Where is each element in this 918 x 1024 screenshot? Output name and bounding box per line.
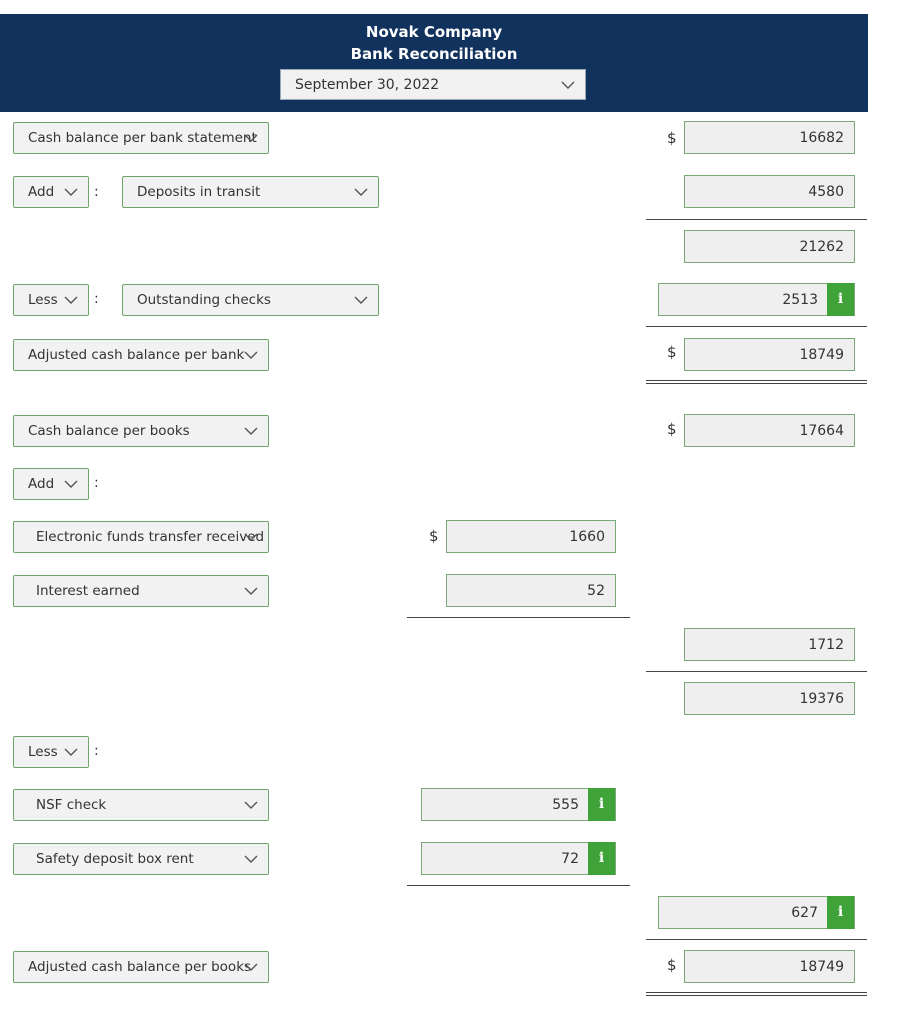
bank-subtotal-field[interactable] [684, 230, 855, 263]
chevron-down-icon [64, 477, 78, 491]
chevron-down-icon [244, 584, 258, 598]
books-less-label: Less [28, 744, 58, 760]
colon: : [94, 291, 99, 307]
bank-adjusted-label: Adjusted cash balance per bank [28, 347, 245, 363]
books-balance-value: 17664 [799, 423, 844, 439]
bank-adjusted-value: 18749 [799, 347, 844, 363]
chevron-down-icon [561, 78, 575, 92]
divider [646, 219, 867, 220]
bank-balance-field[interactable] [684, 121, 855, 154]
books-subtotal-field[interactable] [684, 682, 855, 715]
info-icon[interactable]: i [588, 788, 615, 821]
books-add-total-value: 1712 [808, 637, 844, 653]
books-add-total-field[interactable] [684, 628, 855, 661]
nsf-label: NSF check [36, 797, 107, 813]
interest-value: 52 [587, 583, 605, 599]
books-balance-field[interactable] [684, 414, 855, 447]
currency-symbol: $ [667, 956, 677, 974]
nsf-dropdown[interactable] [13, 789, 269, 821]
books-adjusted-label: Adjusted cash balance per books [28, 959, 252, 975]
chevron-down-icon [64, 745, 78, 759]
outstanding-dropdown[interactable] [122, 284, 379, 316]
divider [407, 885, 630, 886]
eft-label: Electronic funds transfer received [36, 529, 265, 545]
eft-field[interactable] [446, 520, 616, 553]
colon: : [94, 184, 99, 200]
report-header [0, 14, 868, 112]
bank-less-dropdown[interactable] [13, 284, 89, 316]
deposits-label: Deposits in transit [137, 184, 261, 200]
books-subtotal-value: 19376 [799, 691, 844, 707]
info-icon[interactable]: i [827, 896, 854, 929]
outstanding-value: 2513 [782, 292, 818, 308]
bank-balance-label: Cash balance per bank statement [28, 130, 257, 146]
report-title: Bank Reconciliation [350, 45, 518, 63]
date-dropdown[interactable] [280, 69, 586, 100]
deposits-dropdown[interactable] [122, 176, 379, 208]
chevron-down-icon [64, 293, 78, 307]
info-icon[interactable]: i [827, 283, 854, 316]
colon: : [94, 743, 99, 759]
bank-adjusted-dropdown[interactable] [13, 339, 269, 371]
nsf-field[interactable] [421, 788, 616, 821]
books-balance-dropdown[interactable] [13, 415, 269, 447]
outstanding-label: Outstanding checks [137, 292, 271, 308]
chevron-down-icon [244, 530, 258, 544]
divider [646, 671, 867, 672]
divider [646, 326, 867, 327]
info-icon[interactable]: i [588, 842, 615, 875]
bank-balance-value: 16682 [799, 130, 844, 146]
bank-add-label: Add [28, 184, 55, 200]
books-balance-label: Cash balance per books [28, 423, 190, 439]
currency-symbol: $ [429, 527, 439, 545]
chevron-down-icon [244, 852, 258, 866]
rent-field[interactable] [421, 842, 616, 875]
currency-symbol: $ [667, 343, 677, 361]
company-name: Novak Company [365, 23, 503, 41]
chevron-down-icon [244, 131, 258, 145]
books-less-dropdown[interactable] [13, 736, 89, 768]
deposits-value: 4580 [808, 184, 844, 200]
books-adjusted-dropdown[interactable] [13, 951, 269, 983]
chevron-down-icon [64, 185, 78, 199]
interest-dropdown[interactable] [13, 575, 269, 607]
chevron-down-icon [354, 293, 368, 307]
colon: : [94, 475, 99, 491]
rent-label: Safety deposit box rent [36, 851, 194, 867]
rent-dropdown[interactable] [13, 843, 269, 875]
chevron-down-icon [244, 798, 258, 812]
nsf-value: 555 [552, 797, 579, 813]
books-less-total-field[interactable] [658, 896, 855, 929]
books-add-dropdown[interactable] [13, 468, 89, 500]
books-adjusted-field[interactable] [684, 950, 855, 983]
divider [646, 939, 867, 940]
bank-adjusted-field[interactable] [684, 338, 855, 371]
chevron-down-icon [354, 185, 368, 199]
books-less-total-value: 627 [791, 905, 818, 921]
bank-subtotal-value: 21262 [799, 239, 844, 255]
bank-less-label: Less [28, 292, 58, 308]
chevron-down-icon [244, 960, 258, 974]
books-adjusted-value: 18749 [799, 959, 844, 975]
bank-add-dropdown[interactable] [13, 176, 89, 208]
books-add-label: Add [28, 476, 55, 492]
interest-label: Interest earned [36, 583, 140, 599]
eft-dropdown[interactable] [13, 521, 269, 553]
outstanding-field[interactable] [658, 283, 855, 316]
currency-symbol: $ [667, 129, 677, 147]
divider [407, 617, 630, 618]
chevron-down-icon [244, 424, 258, 438]
interest-field[interactable] [446, 574, 616, 607]
date-dropdown-value: September 30, 2022 [295, 77, 440, 93]
rent-value: 72 [561, 851, 579, 867]
double-underline [646, 992, 867, 996]
eft-value: 1660 [569, 529, 605, 545]
deposits-field[interactable] [684, 175, 855, 208]
double-underline [646, 380, 867, 384]
bank-balance-dropdown[interactable] [13, 122, 269, 154]
chevron-down-icon [244, 348, 258, 362]
currency-symbol: $ [667, 420, 677, 438]
